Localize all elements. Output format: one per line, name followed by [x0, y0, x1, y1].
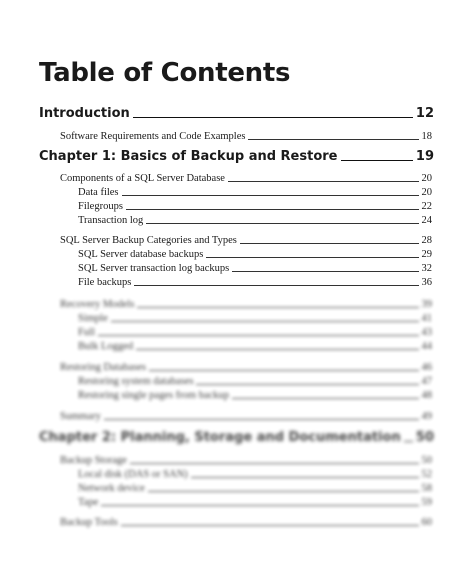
toc-entry-data-files[interactable]: [78, 187, 432, 198]
dot-leader: [111, 321, 419, 322]
dot-leader: [228, 181, 419, 182]
toc-entry-page: 18: [421, 131, 432, 142]
toc-entry-label: Network device: [78, 483, 145, 494]
toc-entry-components[interactable]: [60, 173, 432, 184]
toc-entry-database-backups[interactable]: [78, 249, 432, 260]
toc-entry-label: Restoring system databases: [78, 376, 194, 387]
toc-entry-label: Recovery Models: [60, 299, 135, 310]
dot-leader: [137, 307, 418, 308]
page-title: Table of Contents: [39, 58, 291, 88]
toc-entry-simple[interactable]: [78, 313, 432, 324]
toc-entry-filegroups[interactable]: [78, 201, 432, 212]
toc-entry-page: 46: [421, 362, 432, 373]
dot-leader: [126, 209, 419, 210]
dot-leader: [232, 398, 418, 399]
toc-entry-label: Tape: [78, 497, 99, 508]
toc-entry-introduction[interactable]: [39, 106, 434, 121]
dot-leader: [101, 505, 418, 506]
dot-leader: [196, 384, 418, 385]
dot-leader: [98, 335, 419, 336]
toc-entry-label: Chapter 2: Planning, Storage and Documentation: [39, 430, 401, 445]
toc-entry-log-backups[interactable]: [78, 263, 432, 274]
toc-entry-chapter-2[interactable]: [39, 430, 434, 445]
dot-leader: [121, 525, 419, 526]
dot-leader: [136, 349, 418, 350]
toc-entry-page: 47: [421, 376, 432, 387]
toc-entry-label: SQL Server Backup Categories and Types: [60, 235, 237, 246]
dot-leader: [148, 491, 419, 492]
toc-entry-label: Data files: [78, 187, 119, 198]
toc-entry-page: 48: [421, 390, 432, 401]
toc-entry-label: Software Requirements and Code Examples: [60, 131, 246, 142]
toc-entry-page: 43: [421, 327, 432, 338]
dot-leader: [232, 271, 418, 272]
toc-entry-label: Chapter 1: Basics of Backup and Restore: [39, 149, 338, 164]
toc-entry-file-backups[interactable]: [78, 277, 432, 288]
toc-entry-label: Summary: [60, 411, 101, 422]
toc-entry-label: Components of a SQL Server Database: [60, 173, 225, 184]
toc-entry-page: 39: [421, 299, 432, 310]
toc-entry-backup-tools[interactable]: [60, 517, 432, 528]
toc-entry-page: 22: [421, 201, 432, 212]
toc-entry-chapter-1[interactable]: [39, 149, 434, 164]
toc-entry-page: 24: [421, 215, 432, 226]
toc-entry-page: 58: [421, 483, 432, 494]
toc-entry-recovery-models[interactable]: [60, 299, 432, 310]
dot-leader: [146, 223, 418, 224]
toc-entry-label: Backup Tools: [60, 517, 118, 528]
toc-entry-label: Restoring single pages from backup: [78, 390, 230, 401]
toc-entry-label: Simple: [78, 313, 108, 324]
toc-entry-tape[interactable]: [78, 497, 432, 508]
toc-entry-restoring-single-pages[interactable]: [78, 390, 432, 401]
dot-leader: [130, 463, 419, 464]
dot-leader: [191, 477, 419, 478]
toc-entry-restoring-databases[interactable]: [60, 362, 432, 373]
dot-leader: [133, 117, 413, 118]
toc-entry-label: Transaction log: [78, 215, 144, 226]
toc-entry-page: 20: [421, 173, 432, 184]
toc-entry-restoring-system-databases[interactable]: [78, 376, 432, 387]
toc-entry-page: 44: [421, 341, 432, 352]
toc-entry-page: 32: [421, 263, 432, 274]
toc-entry-page: 59: [421, 497, 432, 508]
toc-entry-bulk-logged[interactable]: [78, 341, 432, 352]
toc-entry-page: 12: [415, 106, 434, 121]
toc-entry-label: Full: [78, 327, 95, 338]
toc-entry-page: 28: [421, 235, 432, 246]
toc-entry-page: 50: [421, 455, 432, 466]
toc-entry-network-device[interactable]: [78, 483, 432, 494]
toc-entry-label: Restoring Databases: [60, 362, 147, 373]
toc-entry-page: 19: [415, 149, 434, 164]
toc-entry-summary[interactable]: [60, 411, 432, 422]
toc-entry-page: 36: [421, 277, 432, 288]
toc-entry-backup-storage[interactable]: [60, 455, 432, 466]
toc-entry-backup-categories[interactable]: [60, 235, 432, 246]
dot-leader: [404, 441, 413, 442]
toc-entry-full[interactable]: [78, 327, 432, 338]
toc-entry-software-requirements[interactable]: [60, 131, 432, 142]
toc-entry-page: 50: [415, 430, 434, 445]
toc-entry-page: 60: [421, 517, 432, 528]
toc-entry-page: 41: [421, 313, 432, 324]
toc-entry-label: Backup Storage: [60, 455, 127, 466]
toc-entry-label: Bulk Logged: [78, 341, 134, 352]
dot-leader: [134, 285, 418, 286]
dot-leader: [206, 257, 418, 258]
dot-leader: [122, 195, 419, 196]
toc-entry-label: Filegroups: [78, 201, 123, 212]
toc-entry-label: File backups: [78, 277, 132, 288]
toc-entry-local-disk[interactable]: [78, 469, 432, 480]
dot-leader: [149, 370, 418, 371]
dot-leader: [240, 243, 419, 244]
dot-leader: [248, 139, 418, 140]
toc-entry-label: SQL Server transaction log backups: [78, 263, 230, 274]
toc-entry-page: 49: [421, 411, 432, 422]
toc-entry-page: 20: [421, 187, 432, 198]
toc-entry-page: 29: [421, 249, 432, 260]
dot-leader: [104, 419, 419, 420]
dot-leader: [341, 160, 413, 161]
toc-entry-transaction-log[interactable]: [78, 215, 432, 226]
toc-entry-page: 52: [421, 469, 432, 480]
toc-entry-label: Local disk (DAS or SAN): [78, 469, 188, 480]
toc-entry-label: Introduction: [39, 106, 130, 121]
toc-entry-label: SQL Server database backups: [78, 249, 204, 260]
